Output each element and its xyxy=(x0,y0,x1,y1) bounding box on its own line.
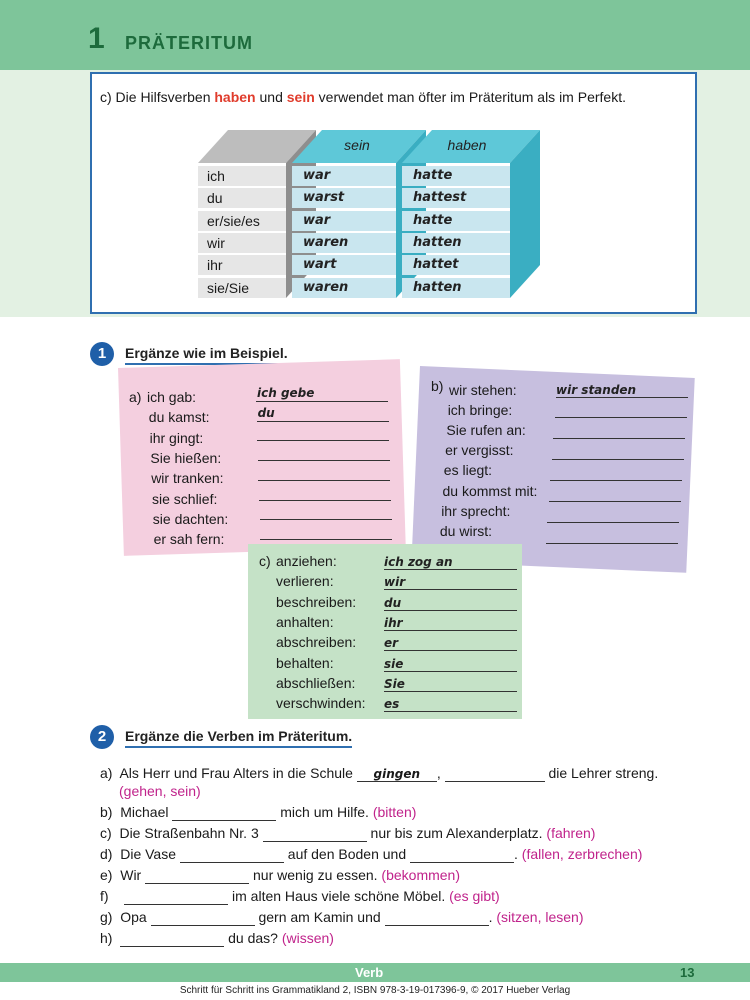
card-a-prompt: ich gab: xyxy=(147,389,197,405)
table-header-haben: haben xyxy=(447,137,487,153)
table-haben-form: hatten xyxy=(402,278,510,298)
item-hint: (bitten) xyxy=(372,804,417,820)
card-c-prompt: abschließen: xyxy=(276,674,356,691)
exercise-2-item-g xyxy=(100,909,584,926)
item-hint: (wissen) xyxy=(281,930,334,946)
item-text: du das? xyxy=(224,930,282,946)
item-text: im alten Haus viele schöne Möbel. xyxy=(228,888,450,904)
table-haben-form: hattet xyxy=(402,255,510,275)
answer-blank[interactable] xyxy=(445,765,545,782)
card-a-prompt: du kamst: xyxy=(148,409,210,426)
table-sein-form: war xyxy=(292,166,396,186)
answer-blank[interactable] xyxy=(151,909,255,926)
card-c-prompt: anziehen: xyxy=(276,553,337,569)
footer-copyright: Schritt für Schritt ins Grammatikland 2, ISBN 978-3-19-017396-9, © 2017 Hueber Verlag xyxy=(179,985,571,996)
card-a-answer-line[interactable] xyxy=(260,504,392,520)
card-a-answer: du xyxy=(257,405,275,420)
card-b-answer-line[interactable] xyxy=(549,486,681,502)
card-b-prompt: ihr sprecht: xyxy=(441,502,511,519)
item-text: Michael xyxy=(120,804,173,820)
card-c-label: c) xyxy=(259,553,271,569)
card-a-label: a) xyxy=(129,389,142,405)
answer-blank[interactable]: gingen xyxy=(357,767,437,782)
table-header-sein: sein xyxy=(344,137,370,153)
card-a-prompt: ihr gingt: xyxy=(149,429,204,446)
item-text: gern am Kamin und xyxy=(254,909,385,925)
card-c-answer-line[interactable] xyxy=(384,595,517,611)
item-label: b) xyxy=(100,804,113,820)
exercise-2-item-c xyxy=(100,825,595,842)
item-label: a) xyxy=(100,765,113,781)
exercise-2-item-d xyxy=(100,846,642,863)
card-b-prompt: du kommst mit: xyxy=(442,482,538,499)
table-pronoun: du xyxy=(198,188,286,208)
card-c-answer: ich zog an xyxy=(384,555,453,569)
card-c-answer: sie xyxy=(384,656,404,671)
card-c-answer: er xyxy=(384,636,399,651)
item-label: d) xyxy=(100,846,113,862)
answer-blank[interactable] xyxy=(172,804,276,821)
table-pronoun: sie/Sie xyxy=(198,278,286,298)
page-number: 13 xyxy=(680,965,695,980)
item-text: . xyxy=(488,909,497,925)
table-sein-form: war xyxy=(292,211,396,231)
item-hint: (gehen, sein) xyxy=(119,783,201,799)
exercise-2-item-h xyxy=(100,930,334,947)
exercise-2-item-e xyxy=(100,867,460,884)
item-label: c) xyxy=(100,825,112,841)
item-hint: (fahren) xyxy=(546,825,596,841)
card-c xyxy=(248,544,522,719)
answer-blank[interactable] xyxy=(120,930,224,947)
card-a-answer-line[interactable] xyxy=(257,425,389,441)
info-text-suffix: verwendet man öfter im Präteritum als im Perfekt. xyxy=(314,89,626,105)
item-text: Wir xyxy=(120,867,146,883)
table-pronoun: er/sie/es xyxy=(198,211,286,231)
table-sein-form: waren xyxy=(292,278,396,298)
item-label: h) xyxy=(100,930,113,946)
item-text: Als Herr und Frau Alters in die Schule xyxy=(119,765,357,781)
card-a-prompt: sie schlief: xyxy=(152,490,218,507)
exercise-1-title: Ergänze wie im Beispiel. xyxy=(125,345,288,365)
info-keyword-sein: sein xyxy=(286,89,315,105)
card-c-prompt: anhalten: xyxy=(276,613,334,630)
card-b-answer-line[interactable] xyxy=(547,507,679,523)
card-c-answer: du xyxy=(384,595,402,610)
table-pronoun: ich xyxy=(198,166,286,186)
card-a-answer-line[interactable] xyxy=(260,524,392,540)
card-b-answer-line[interactable] xyxy=(555,402,687,418)
card-a-answer-line[interactable] xyxy=(258,465,390,481)
chapter-number: 1 xyxy=(88,22,105,55)
card-b-prompt: er vergisst: xyxy=(445,442,514,459)
table-sein-form: warst xyxy=(292,188,396,208)
card-b-prompt: du wirst: xyxy=(439,522,493,539)
card-c-prompt: verschwinden: xyxy=(276,695,366,712)
answer-blank[interactable] xyxy=(410,846,514,863)
card-b-prompt: ich bringe: xyxy=(447,402,513,419)
card-a-prompt: wir tranken: xyxy=(151,470,224,487)
card-b-answer-line[interactable] xyxy=(553,423,685,439)
card-b-answer-line[interactable] xyxy=(546,528,678,544)
card-a-prompt: er sah fern: xyxy=(153,531,225,548)
card-b-prompt: es liegt: xyxy=(443,462,493,479)
answer-blank[interactable] xyxy=(145,867,249,884)
card-b-prompt: wir stehen: xyxy=(449,382,517,398)
exercise-2-item-a-hint xyxy=(119,783,201,799)
table-haben-form: hatte xyxy=(402,166,510,186)
table-pronoun: wir xyxy=(198,233,286,253)
item-text: die Lehrer streng. xyxy=(544,765,659,781)
chapter-title: PRÄTERITUM xyxy=(125,33,253,53)
card-a-prompt: Sie hießen: xyxy=(150,449,222,466)
answer-blank[interactable] xyxy=(385,909,489,926)
item-label: e) xyxy=(100,867,113,883)
card-b-label: b) xyxy=(431,378,444,394)
card-c-answer-line[interactable] xyxy=(384,656,517,672)
card-c-prompt: behalten: xyxy=(276,654,334,671)
item-text: , xyxy=(436,765,445,781)
table-sein-form: wart xyxy=(292,255,396,275)
card-c-answer: wir xyxy=(384,575,406,590)
table-haben-form: hatte xyxy=(402,211,510,231)
item-label: g) xyxy=(100,909,113,925)
item-text: Die Straßenbahn Nr. 3 xyxy=(119,825,263,841)
item-text: mich um Hilfe. xyxy=(276,804,373,820)
card-a-prompt: sie dachten: xyxy=(152,510,229,527)
card-a-answer-line[interactable] xyxy=(257,406,389,422)
item-hint: (sitzen, lesen) xyxy=(496,909,584,925)
card-a-answer: ich gebe xyxy=(257,386,315,400)
table-haben-form: hatten xyxy=(402,233,510,253)
card-b-prompt: Sie rufen an: xyxy=(446,422,526,439)
item-hint: (bekommen) xyxy=(381,867,461,883)
exercise-2-title: Ergänze die Verben im Präteritum. xyxy=(125,728,352,748)
answer-blank[interactable] xyxy=(263,825,367,842)
item-text: . xyxy=(514,846,522,862)
card-a-answer-line[interactable] xyxy=(259,485,391,501)
card-c-answer: es xyxy=(384,697,400,712)
item-text: nur wenig zu essen. xyxy=(249,867,382,883)
table-haben-form: hattest xyxy=(402,188,510,208)
card-c-answer: Sie xyxy=(384,676,405,691)
card-b-answer: wir standen xyxy=(556,383,637,397)
exercise-2-item-f xyxy=(100,888,500,905)
card-c-answer-line[interactable] xyxy=(384,635,517,651)
item-text: Die Vase xyxy=(120,846,180,862)
item-text: Opa xyxy=(120,909,151,925)
item-text: nur bis zum Alexanderplatz. xyxy=(366,825,547,841)
info-text-prefix: c) Die Hilfsverben xyxy=(100,89,215,105)
table-sein-form: waren xyxy=(292,233,396,253)
card-c-answer: ihr xyxy=(384,615,403,630)
card-c-prompt: abschreiben: xyxy=(276,634,357,651)
exercise-2-item-b xyxy=(100,804,416,821)
info-text-mid: und xyxy=(255,89,287,105)
exercise-2-item-a xyxy=(100,765,658,782)
card-b-answer-line[interactable] xyxy=(552,444,684,460)
footer-section-label: Verb xyxy=(355,965,384,980)
card-b-answer-line[interactable] xyxy=(550,465,682,481)
card-c-answer-line[interactable] xyxy=(384,615,517,631)
answer-blank[interactable] xyxy=(124,888,228,905)
card-c-prompt: beschreiben: xyxy=(276,593,357,610)
card-c-answer-line[interactable] xyxy=(384,696,517,712)
exercise-2-number: 2 xyxy=(90,725,114,749)
answer-blank[interactable] xyxy=(180,846,284,863)
item-hint: (fallen, zerbrechen) xyxy=(521,846,643,862)
exercise-1-number: 1 xyxy=(90,342,114,366)
table-pronoun: ihr xyxy=(198,255,286,275)
card-c-prompt: verlieren: xyxy=(276,573,334,590)
item-label: f) xyxy=(100,888,109,904)
card-a-answer-line[interactable] xyxy=(258,445,390,461)
item-hint: (es gibt) xyxy=(449,888,500,904)
item-text: auf den Boden und xyxy=(283,846,411,862)
info-keyword-haben: haben xyxy=(214,89,256,105)
